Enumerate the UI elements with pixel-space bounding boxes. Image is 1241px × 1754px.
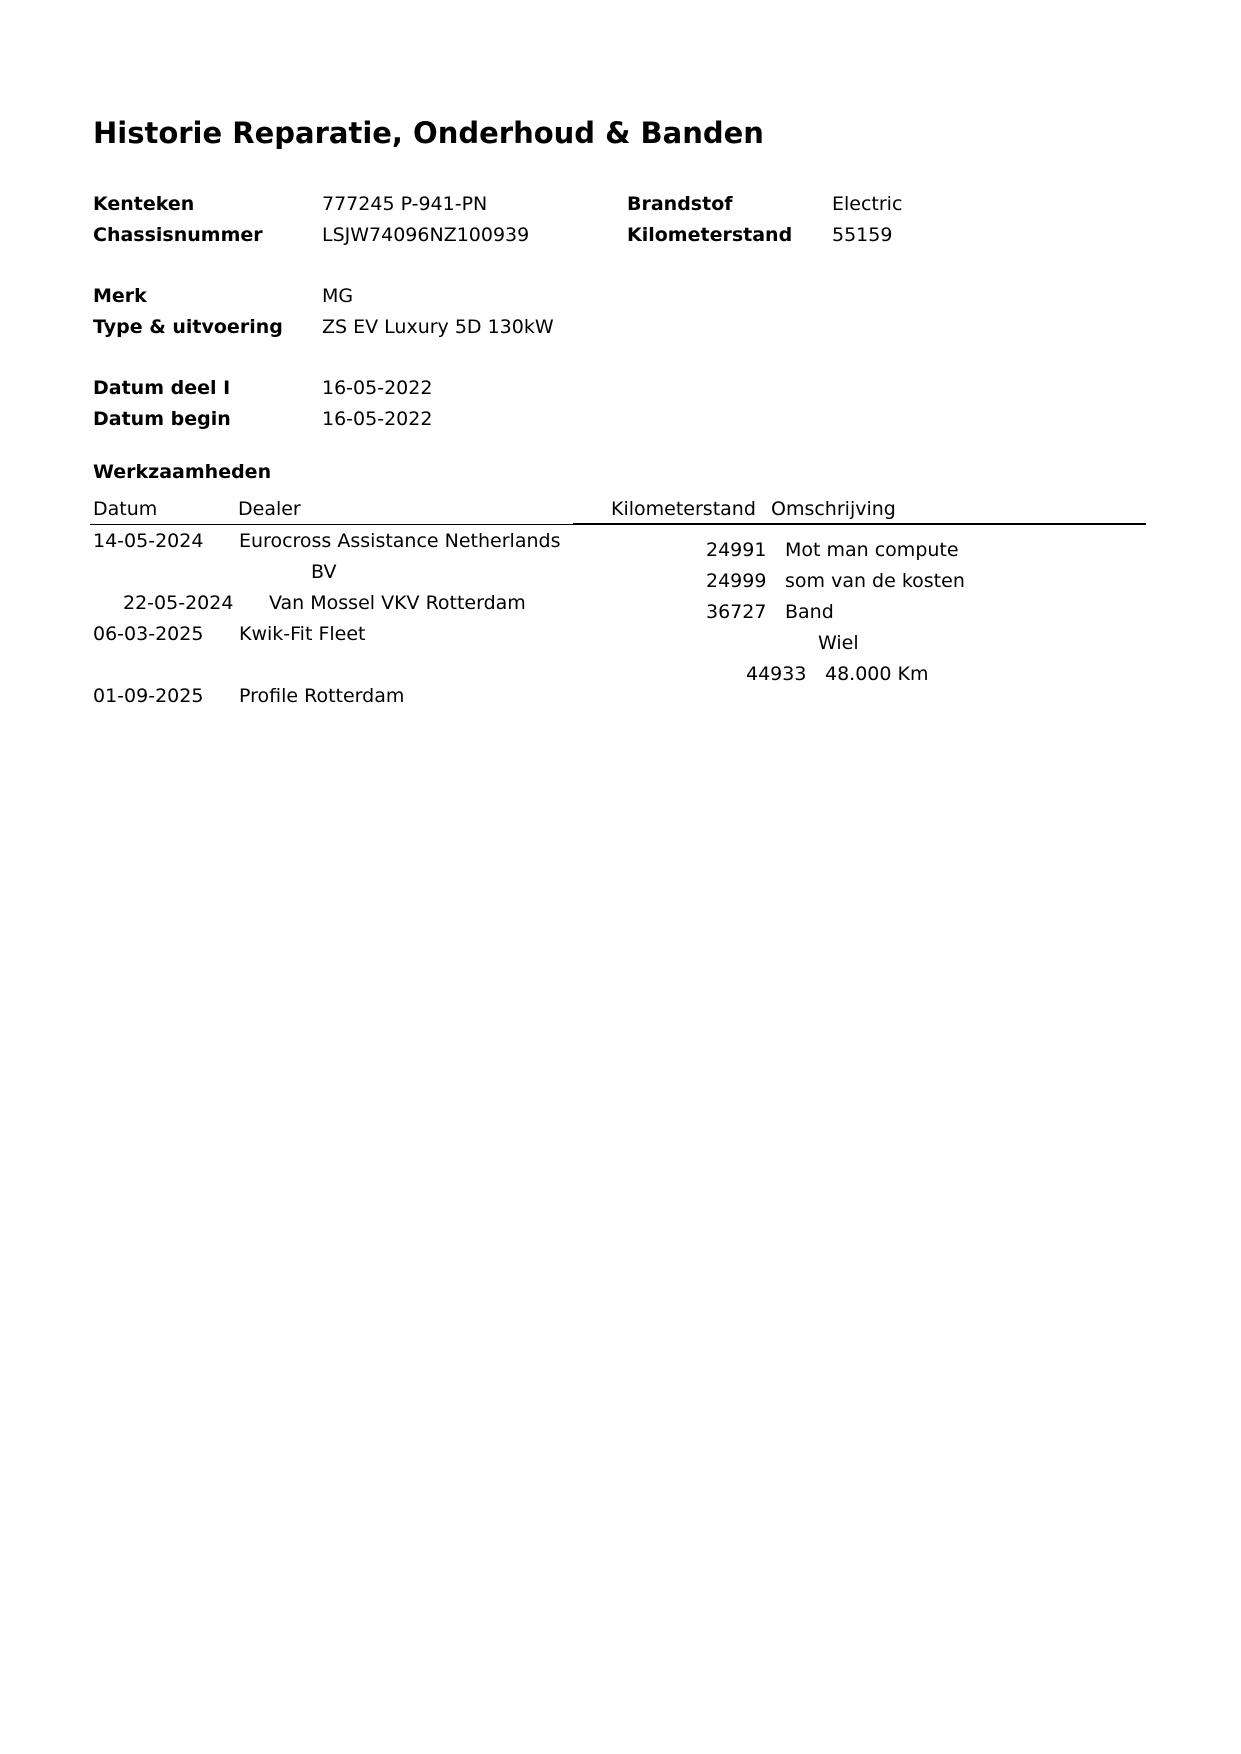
row-date: 01-09-2025	[93, 685, 204, 707]
column-header-dealer: Dealer	[238, 498, 301, 520]
work-section-title: Werkzaamheden	[93, 461, 272, 483]
column-header-omschrijving: Omschrijving	[771, 498, 896, 520]
datum-begin-label: Datum begin	[93, 408, 231, 430]
brandstof-value: Electric	[832, 193, 903, 215]
page-title: Historie Reparatie, Onderhoud & Banden	[93, 116, 764, 150]
kilometerstand-label: Kilometerstand	[627, 224, 793, 246]
merk-label: Merk	[93, 285, 147, 307]
datum-deel-label: Datum deel I	[93, 377, 231, 399]
entry-description: 48.000 Km	[825, 663, 929, 685]
entry-km: 24999	[706, 570, 767, 592]
merk-value: MG	[322, 285, 354, 307]
row-dealer-continuation: BV	[311, 561, 337, 583]
table-header-rule-right	[573, 523, 1146, 525]
chassis-label: Chassisnummer	[93, 224, 263, 246]
entry-description: Wiel	[818, 632, 859, 654]
row-dealer: Profile Rotterdam	[239, 685, 405, 707]
entry-km: 36727	[706, 601, 767, 623]
datum-deel-value: 16-05-2022	[322, 377, 433, 399]
table-header-rule-left	[90, 524, 573, 525]
chassis-value: LSJW74096NZ100939	[322, 224, 530, 246]
entry-km: 24991	[706, 539, 767, 561]
entry-description: Mot man compute	[785, 539, 959, 561]
entry-description: som van de kosten	[785, 570, 965, 592]
entry-km: 44933	[746, 663, 807, 685]
entry-description: Band	[785, 601, 834, 623]
row-dealer: Kwik-Fit Fleet	[239, 623, 366, 645]
row-date: 14-05-2024	[93, 530, 204, 552]
column-header-kilometerstand: Kilometerstand	[611, 498, 756, 520]
kenteken-value: 777245 P-941-PN	[322, 193, 488, 215]
row-date: 22-05-2024	[123, 592, 234, 614]
row-dealer: Van Mossel VKV Rotterdam	[269, 592, 526, 614]
brandstof-label: Brandstof	[627, 193, 733, 215]
type-label: Type & uitvoering	[93, 316, 283, 338]
datum-begin-value: 16-05-2022	[322, 408, 433, 430]
kilometerstand-value: 55159	[832, 224, 893, 246]
row-dealer: Eurocross Assistance Netherlands	[239, 530, 561, 552]
type-value: ZS EV Luxury 5D 130kW	[322, 316, 554, 338]
column-header-datum: Datum	[93, 498, 158, 520]
kenteken-label: Kenteken	[93, 193, 195, 215]
row-date: 06-03-2025	[93, 623, 204, 645]
